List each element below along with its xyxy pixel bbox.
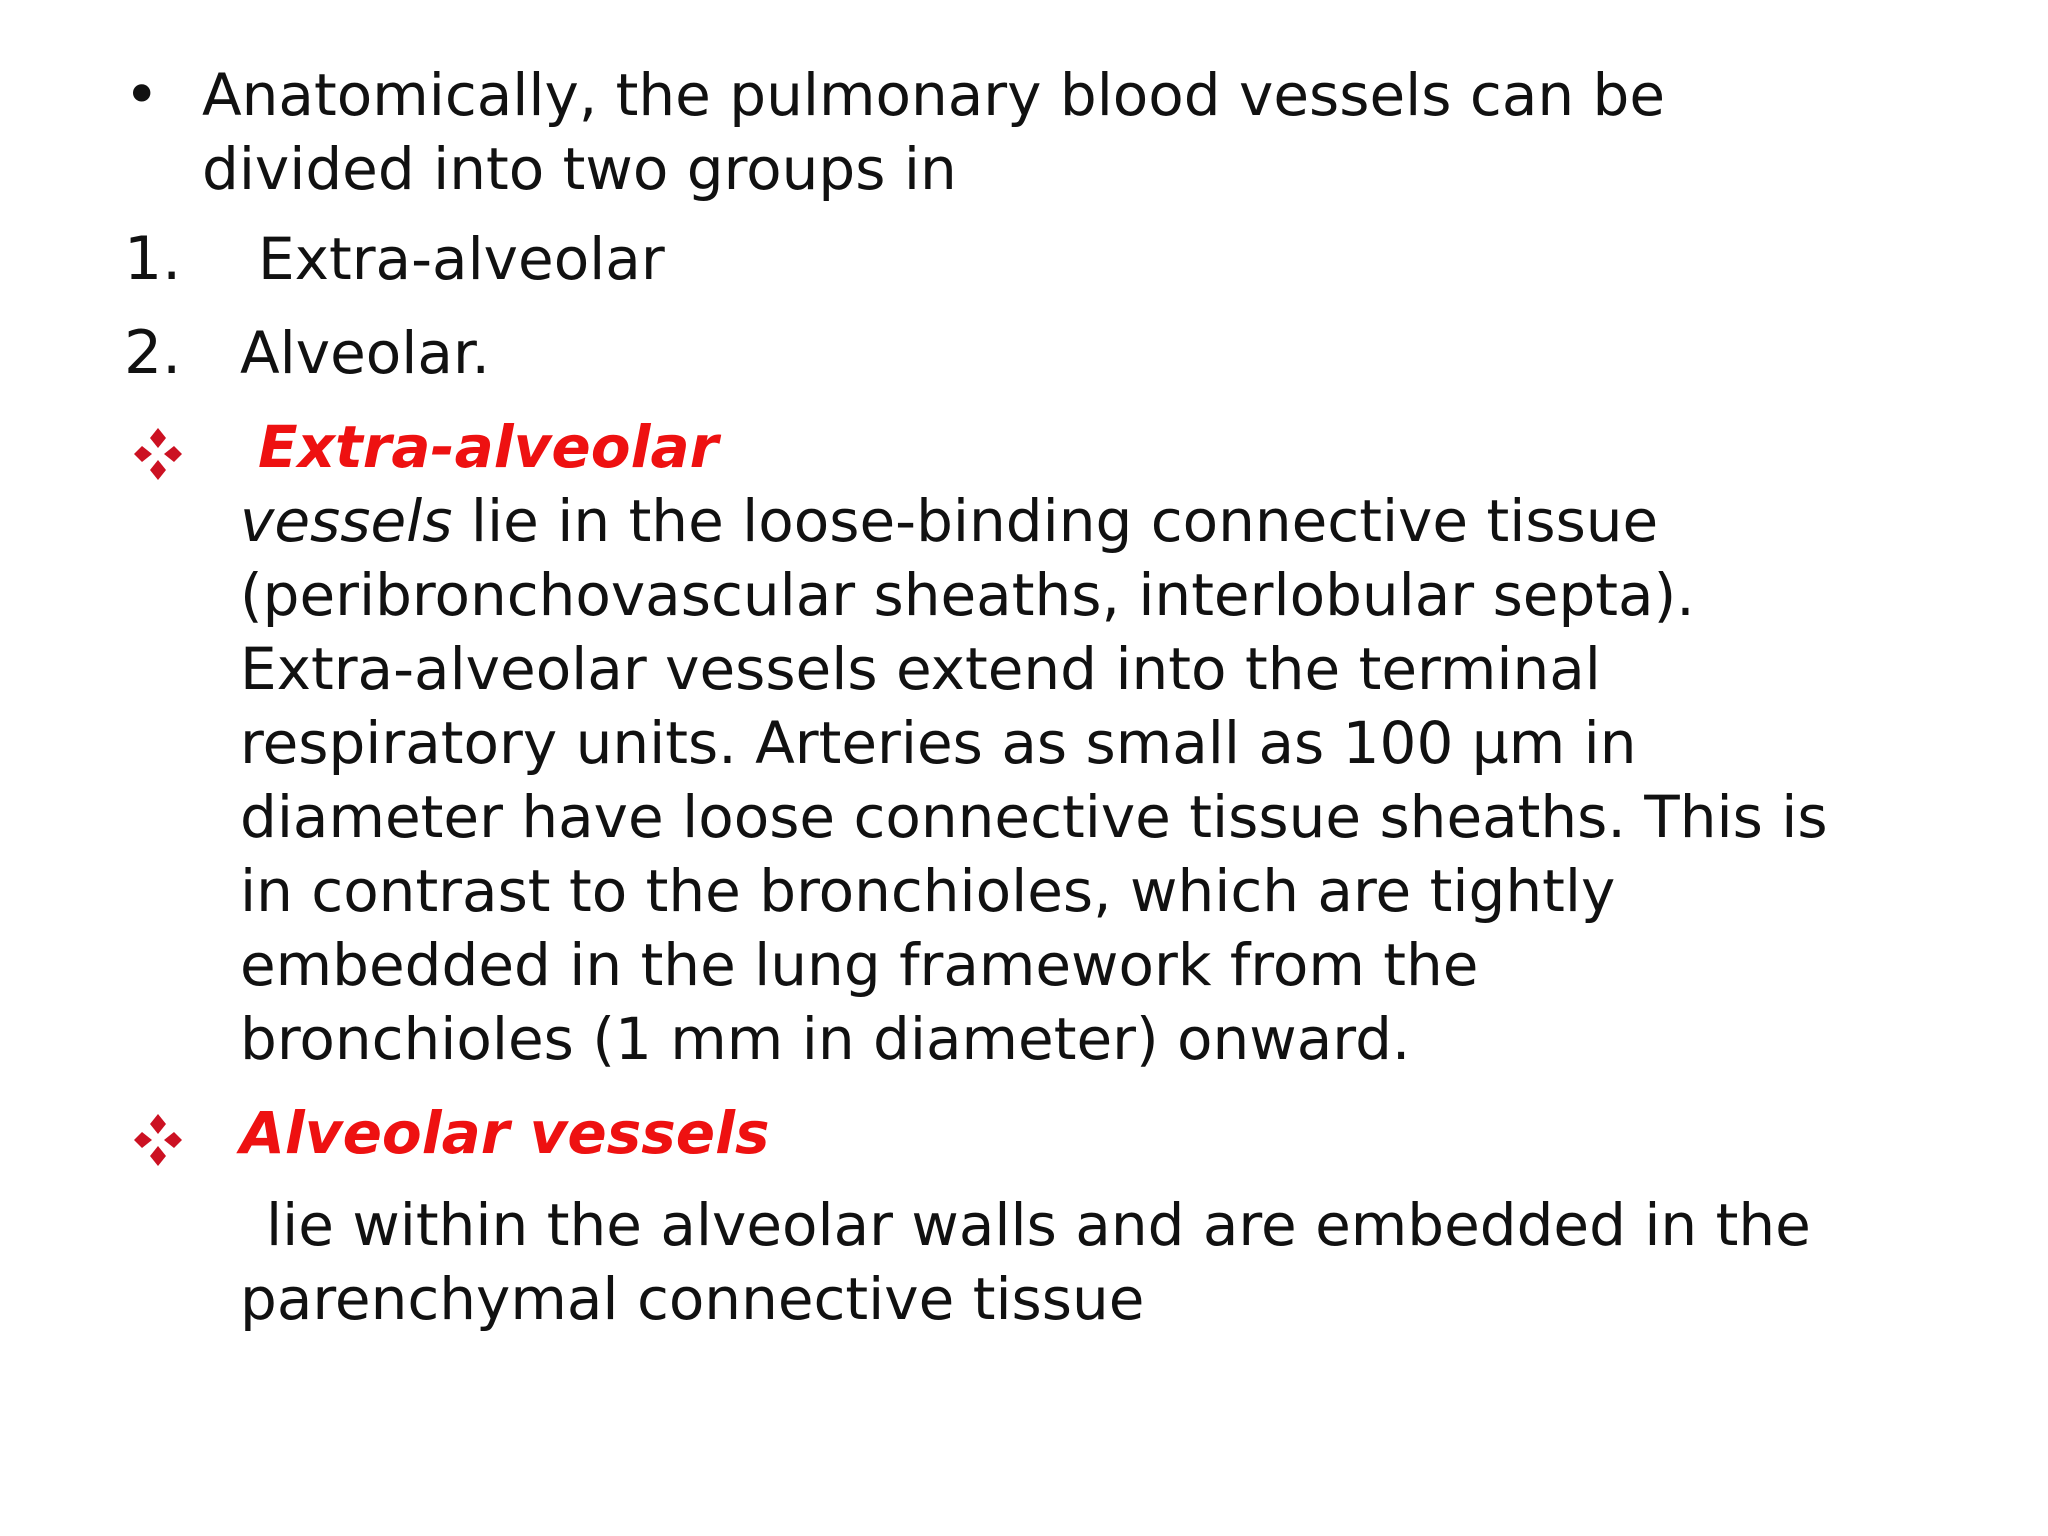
- extra-alveolar-line-3: Extra-alveolar vessels extend into the terminal: [240, 635, 1601, 703]
- extra-alveolar-line-2: (peribronchovascular sheaths, interlobular septa).: [240, 561, 1695, 629]
- extra-alveolar-heading: Extra-alveolar: [258, 413, 719, 481]
- extra-alveolar-line-1: [240, 484, 1658, 558]
- alveolar-line-2: parenchymal connective tissue: [240, 1265, 1145, 1333]
- intro-line-1: Anatomically, the pulmonary blood vessels can be: [202, 61, 1666, 129]
- extra-alveolar-line-4: respiratory units. Arteries as small as 100 µm in: [240, 709, 1637, 777]
- extra-alveolar-line-8: bronchioles (1 mm in diameter) onward.: [240, 1005, 1411, 1073]
- number-marker-1: 1.: [124, 224, 182, 294]
- numbered-text-2: Alveolar.: [240, 319, 490, 387]
- four-diamond-icon: [128, 424, 188, 484]
- intro-line-2: divided into two groups in: [202, 135, 957, 203]
- four-diamond-icon: [128, 1110, 188, 1170]
- numbered-text-1: Extra-alveolar: [258, 225, 665, 293]
- extra-alveolar-line-6: in contrast to the bronchioles, which are tightly: [240, 857, 1616, 925]
- alveolar-heading: Alveolar vessels: [240, 1099, 770, 1167]
- number-marker-2: 2.: [124, 318, 182, 388]
- bullet-marker: •: [124, 60, 160, 130]
- alveolar-line-1: lie within the alveolar walls and are embedded in the: [266, 1191, 1811, 1259]
- extra-alveolar-line-7: embedded in the lung framework from the: [240, 931, 1479, 999]
- extra-alveolar-line-1-rest: lie in the loose-binding connective tissue: [452, 487, 1659, 555]
- extra-alveolar-line-5: diameter have loose connective tissue sheaths. This is: [240, 783, 1828, 851]
- extra-alveolar-italic-word: vessels: [240, 487, 453, 555]
